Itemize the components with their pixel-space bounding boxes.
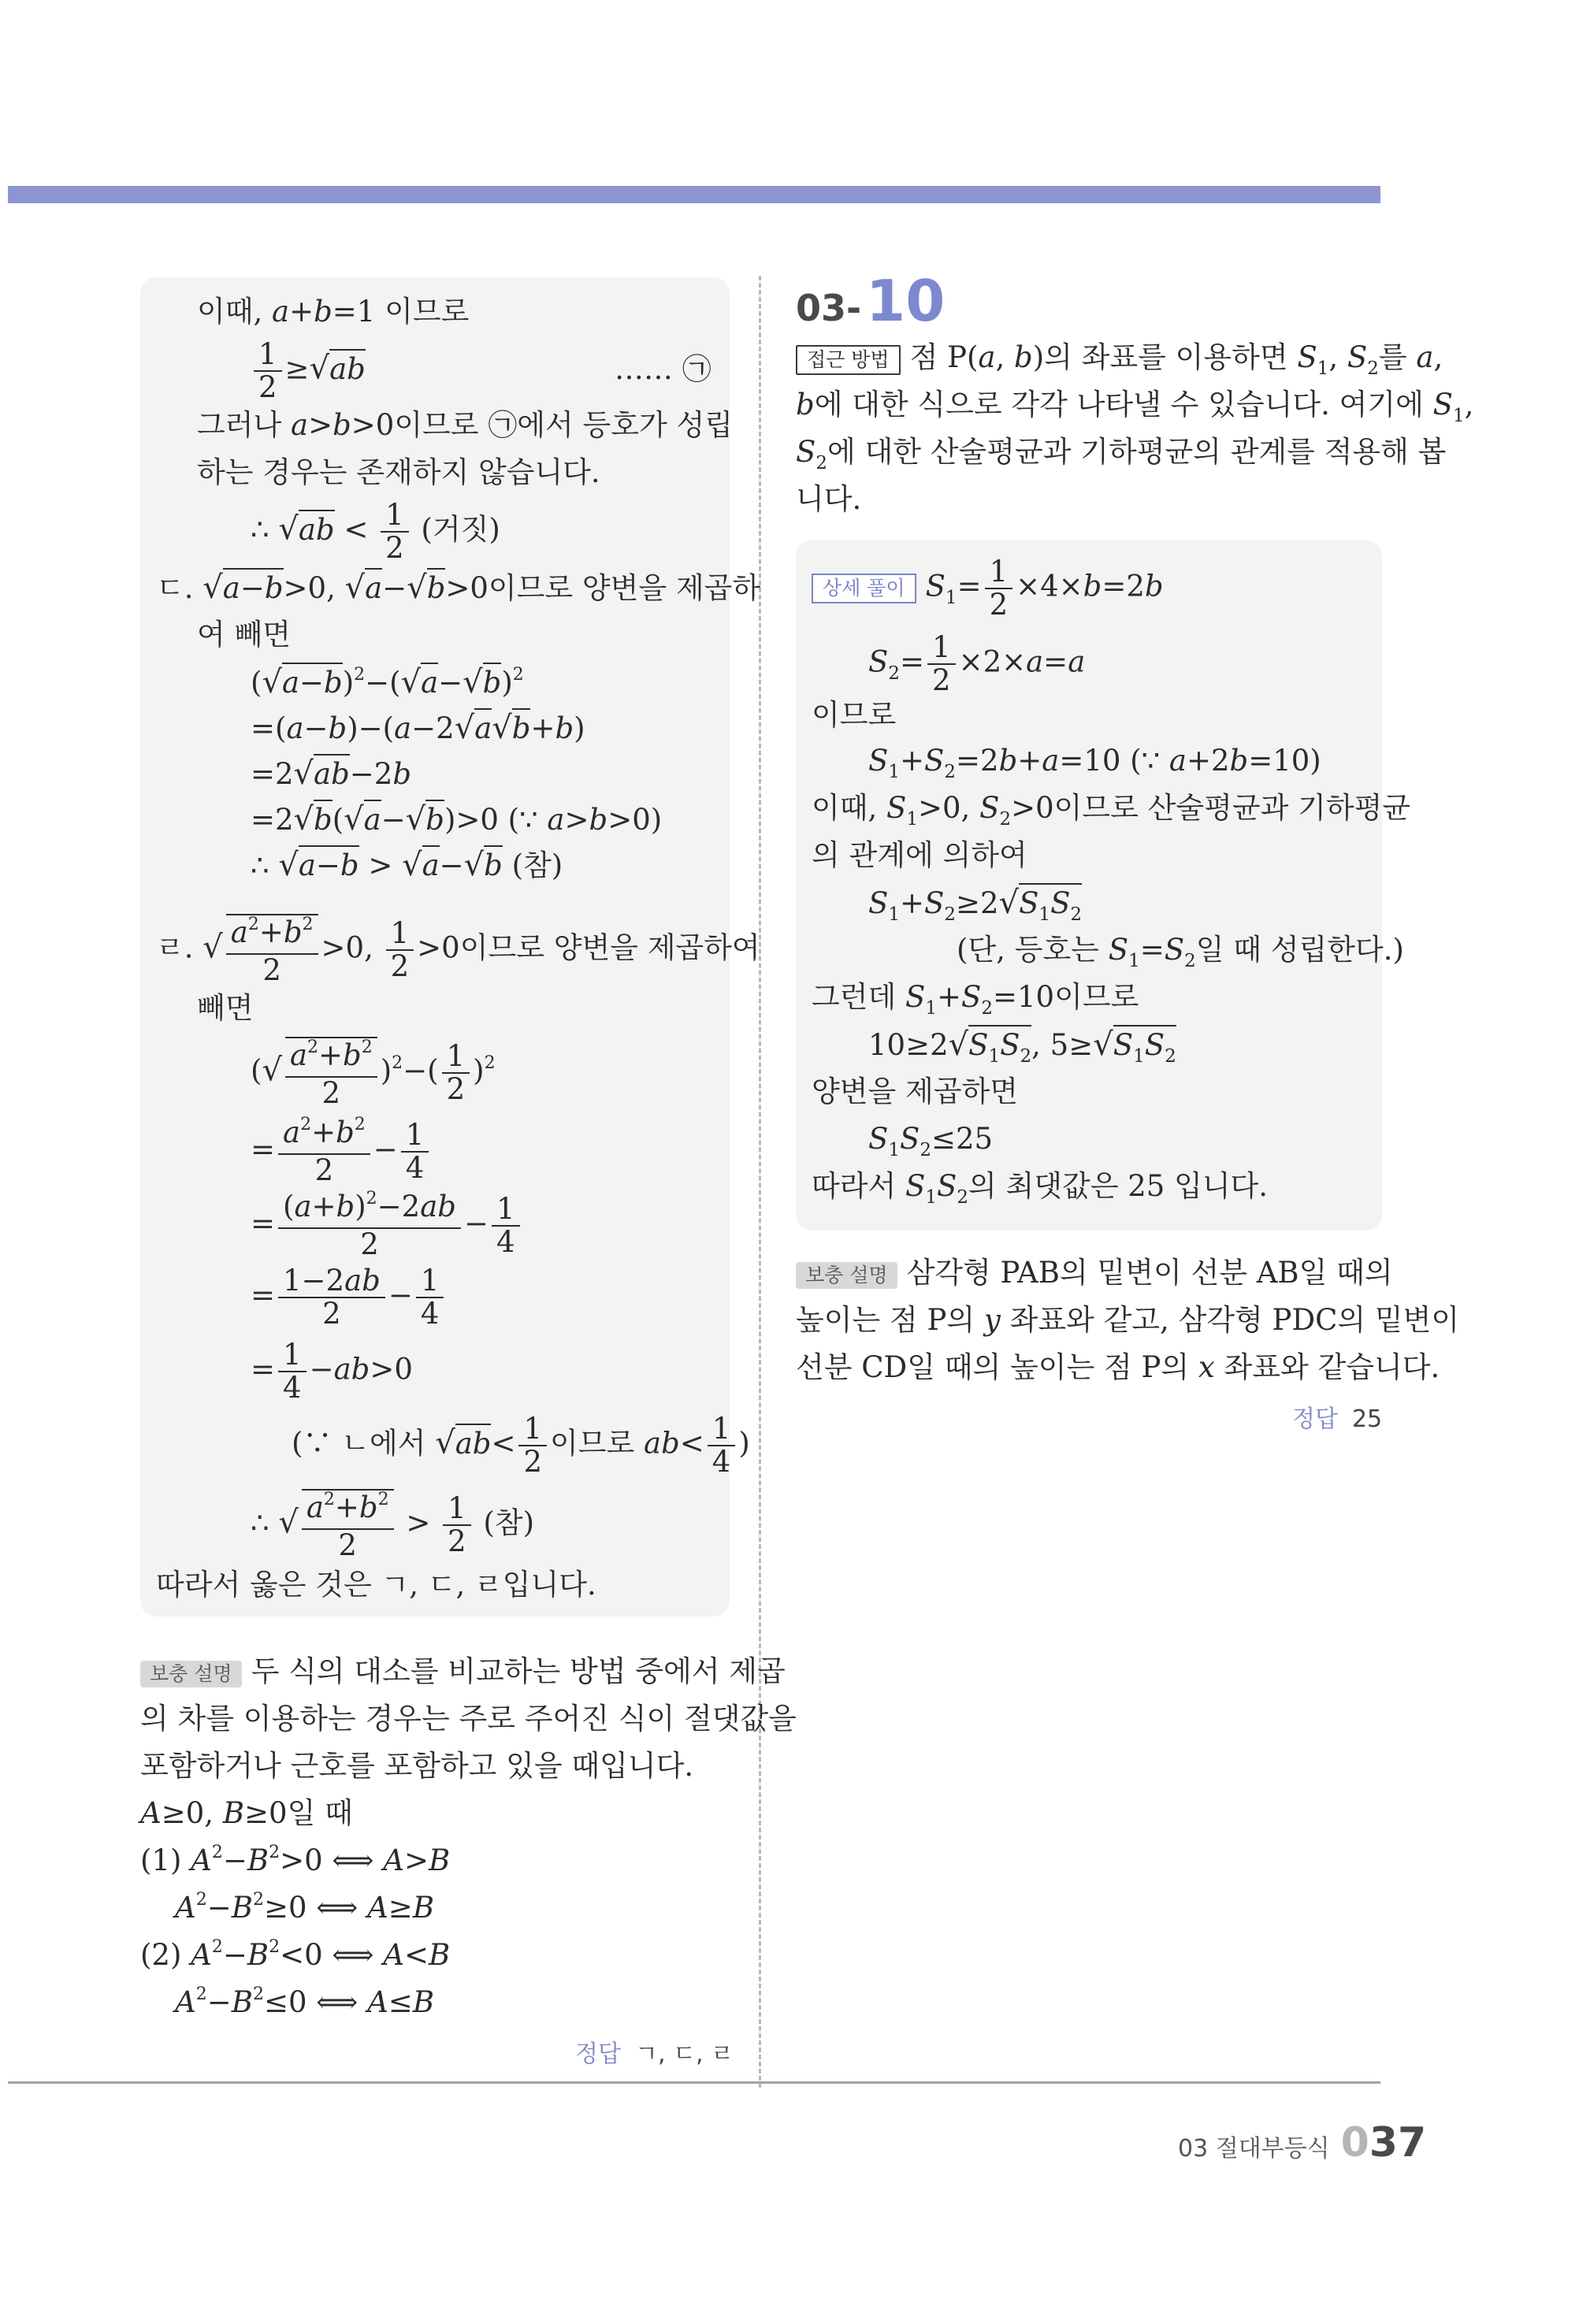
approach-line-3: $S_2$에 대한 산술평균과 기하평균의 관계를 적용해 봅 bbox=[796, 435, 1447, 473]
right-line-11: 양변을 제곱하면 bbox=[812, 1075, 1018, 1108]
right-line-8: (단, 등호는 $S_1=S_2$일 때 성립한다.) bbox=[957, 933, 1404, 971]
left-conclusion: 따라서 옳은 것은 ㄱ, ㄷ, ㄹ입니다. bbox=[156, 1568, 596, 1602]
right-extra-line-3: 선분 CD일 때의 높이는 점 P의 x 좌표와 같습니다. bbox=[796, 1350, 1440, 1384]
left-line-17: = $\frac{(a+b)^2-2ab}{2}$ − $\frac{1}{4}$ bbox=[251, 1191, 523, 1260]
right-line-7: $S_1+S_2\ge 2√S_1S_2$ bbox=[868, 885, 1083, 925]
left-line-4: 하는 경우는 존재하지 않습니다. bbox=[197, 455, 600, 489]
extra-label-right: 보충 설명 bbox=[796, 1262, 897, 1289]
approach-label: 접근 방법 bbox=[796, 345, 901, 375]
approach-line-1: 접근 방법 점 P(a, b)의 좌표를 이용하면 $S_1$, $S_2$를 a, bbox=[796, 339, 1443, 381]
page-number: 37 bbox=[1369, 2119, 1427, 2166]
left-extra-line-5: (1) $A^2-B^2>0$ ⟺ A>B bbox=[140, 1843, 451, 1877]
right-line-6: 의 관계에 의하여 bbox=[812, 838, 1027, 872]
marker-1: …… ㉠ bbox=[615, 352, 711, 386]
approach-line-4: 니다. bbox=[796, 482, 862, 516]
right-line-13: 따라서 $S_1S_2$의 최댓값은 25 입니다. bbox=[812, 1169, 1269, 1208]
chapter-title: 03 절대부등식 bbox=[1178, 2135, 1330, 2163]
page-number-lead: 0 bbox=[1340, 2119, 1369, 2166]
left-line-14: 빼면 bbox=[197, 991, 254, 1025]
left-line-10: =2√ab−2b bbox=[251, 755, 412, 792]
left-line-19: = $\frac{1}{4}$ −ab>0 bbox=[251, 1338, 413, 1405]
right-line-1: 상세 풀이 $S_1=$ $\frac{1}{2}$ ×4×b=2b bbox=[812, 556, 1164, 621]
left-line-7: 여 빼면 bbox=[197, 618, 291, 652]
right-line-12: $S_1S_2\le 25$ bbox=[868, 1122, 994, 1160]
right-line-4: $S_1+S_2=2b+a=10$ (∵ a+2b=10) bbox=[868, 744, 1321, 782]
footer-rule bbox=[8, 2081, 1380, 2084]
right-line-5: 이때, $S_1>0$, $S_2>0$이므로 산술평균과 기하평균 bbox=[812, 791, 1411, 830]
left-line-11: =2√b(√a−√b)>0 (∵ a>b>0) bbox=[251, 801, 663, 837]
right-line-10: $10\ge 2√S_1S_2$, $5\ge√S_1S_2$ bbox=[868, 1026, 1176, 1067]
left-extra-line-8: $A^2-B^2\le 0$ ⟺ A≤B bbox=[175, 1984, 435, 2019]
left-line-18: = $\frac{1-2ab}{2}$ − $\frac{1}{4}$ bbox=[251, 1265, 447, 1330]
left-line-16: = $\frac{a^2+b^2}{2}$ − $\frac{1}{4}$ bbox=[251, 1117, 432, 1186]
problem-number: 03-10 bbox=[796, 268, 946, 334]
left-answer: 정답 ㄱ, ㄷ, ㄹ bbox=[575, 2040, 734, 2068]
header-bar bbox=[8, 186, 1380, 203]
right-line-3: 이므로 bbox=[812, 698, 897, 732]
approach-line-2: b에 대한 식으로 각각 나타낼 수 있습니다. 여기에 $S_1$, bbox=[796, 388, 1474, 426]
left-line-15: (√ $\frac{a^2+b^2}{2}$ )$^2$−( $\frac{1}{2}$ )$^2$ bbox=[251, 1038, 496, 1110]
page-footer bbox=[1178, 2119, 1426, 2166]
left-line-5: ∴ √ab < $\frac{1}{2}$ (거짓) bbox=[251, 498, 500, 565]
right-line-9: 그런데 $S_1+S_2=10$이므로 bbox=[812, 980, 1139, 1019]
right-extra-line-1: 보충 설명 삼각형 PAB의 밑변이 선분 AB일 때의 bbox=[796, 1254, 1393, 1292]
right-extra-line-2: 높이는 점 P의 y 좌표와 같고, 삼각형 PDC의 밑변이 bbox=[796, 1303, 1460, 1337]
right-line-2: $S_2=$ $\frac{1}{2}$ ×2×a=a bbox=[868, 630, 1086, 697]
left-line-2: $\frac{1}{2}$ ≥√ab bbox=[251, 339, 366, 403]
extra-label-left: 보충 설명 bbox=[140, 1661, 242, 1687]
left-line-12: ∴ √a−b > √a−√b (참) bbox=[251, 847, 563, 883]
left-line-1: 이때, a+b=1 이므로 bbox=[197, 295, 470, 329]
left-line-8: $(√a-b)^2-(√a-√b)^2$ bbox=[251, 664, 524, 700]
left-extra-line-1: 보충 설명 두 식의 대소를 비교하는 방법 중에서 제곱 bbox=[140, 1653, 786, 1691]
left-line-3: 그러나 a>b>0이므로 ㉠에서 등호가 성립 bbox=[197, 408, 734, 442]
detail-label: 상세 풀이 bbox=[812, 574, 916, 603]
left-line-21: ∴ √ $\frac{a^2+b^2}{2}$ > $\frac{1}{2}$ (참) bbox=[251, 1490, 535, 1562]
left-line-20: (∵ ㄴ에서 √ab< $\frac{1}{2}$ 이므로 ab< $\frac{1}{4}$ ) bbox=[292, 1412, 750, 1479]
left-extra-line-4: A≥0, B≥0일 때 bbox=[140, 1796, 353, 1830]
left-line-6: ㄷ. √a−b>0, √a−√b>0이므로 양변을 제곱하 bbox=[156, 570, 761, 606]
left-line-9: =(a−b)−(a−2√a√b+b) bbox=[251, 710, 585, 746]
left-extra-line-6: $A^2-B^2\ge 0$ ⟺ A≥B bbox=[175, 1890, 435, 1925]
column-divider bbox=[759, 276, 761, 2088]
left-line-13: ㄹ. √ $\frac{a^2+b^2}{2}$ >0, $\frac{1}{2}$ >0이므로 양변을 제곱하여 bbox=[156, 915, 760, 987]
right-answer: 정답 25 bbox=[1292, 1405, 1383, 1433]
left-extra-line-2: 의 차를 이용하는 경우는 주로 주어진 식이 절댓값을 bbox=[140, 1702, 797, 1736]
left-extra-line-7: (2) $A^2-B^2<0$ ⟺ A<B bbox=[140, 1937, 451, 1972]
left-extra-line-3: 포함하거나 근호를 포함하고 있을 때입니다. bbox=[140, 1749, 694, 1783]
